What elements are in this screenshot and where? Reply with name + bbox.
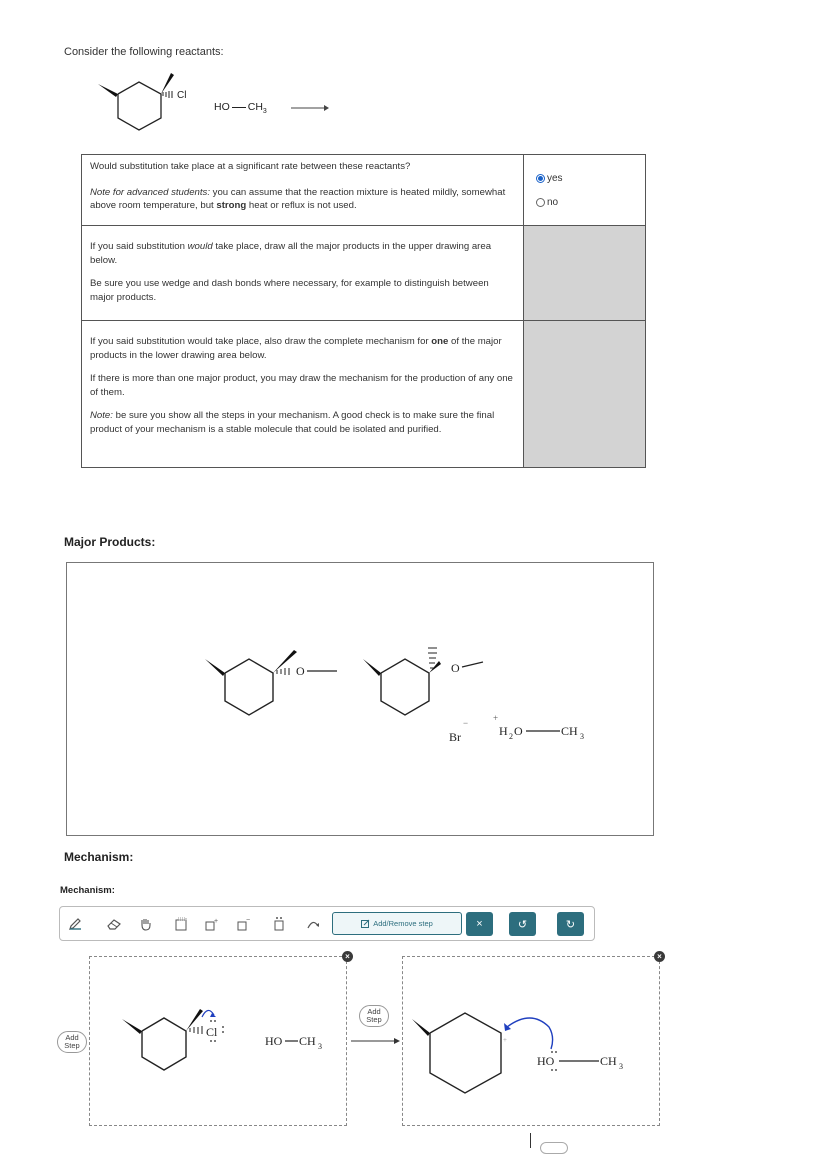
- step2-ch-sub: 3: [619, 1062, 623, 1071]
- lone-pair-icon: [271, 916, 287, 932]
- mechanism-toolbar: [59, 906, 595, 941]
- lone-pair-tool[interactable]: [268, 913, 290, 935]
- step1-drawing: [90, 957, 348, 1127]
- close-step-2-button[interactable]: [654, 951, 665, 962]
- step2-drawing: [403, 957, 661, 1127]
- add-charge-positive-tool[interactable]: [200, 913, 222, 935]
- mechanism-subheading: Mechanism:: [60, 885, 115, 896]
- step1-ho: HO: [265, 1034, 283, 1048]
- step2-charge: +: [503, 1036, 507, 1044]
- edit-icon: [361, 919, 370, 928]
- option-yes-label: yes: [547, 173, 563, 184]
- redo-button[interactable]: [557, 912, 584, 936]
- note-rest-a: you can assume that the reaction mixture is heated mildly, somewhat above room temperature, but: [90, 186, 506, 212]
- undo-icon: ↺: [517, 918, 528, 931]
- step2-ho: HO: [537, 1054, 555, 1068]
- step1-ring: [142, 1018, 186, 1070]
- mechanism-step-1[interactable]: [89, 956, 347, 1126]
- gray-cell: [524, 226, 645, 320]
- note-italic: Note for advanced students:: [90, 186, 210, 198]
- add-step-label: Add Step: [64, 1032, 80, 1050]
- close-step-1-button[interactable]: [342, 951, 353, 962]
- svg-text:−: −: [246, 917, 251, 924]
- cursor-line: [530, 1133, 531, 1148]
- question-1-line: Would substitution take place at a significant rate between these reactants?: [90, 161, 411, 172]
- question-row-2: [82, 226, 645, 321]
- add-remove-step-label: Add/Remove step: [373, 919, 433, 928]
- oxonium-h: H: [499, 724, 508, 738]
- product1-oxygen: O: [296, 664, 305, 678]
- step1-hash: [190, 1026, 202, 1034]
- methanol-ch: CH: [247, 101, 263, 113]
- radio-yes[interactable]: [536, 174, 545, 183]
- oxonium-ch: CH: [561, 724, 578, 738]
- products-drawing: [67, 563, 655, 837]
- eraser-icon: [106, 916, 122, 932]
- question-1-text: [82, 155, 524, 225]
- step1-chlorine: Cl: [206, 1025, 218, 1039]
- close-icon: ×: [345, 952, 350, 961]
- reactant-chloride: [95, 70, 205, 135]
- question-row-3: [82, 321, 645, 467]
- question-2-p2: Be sure you use wedge and dash bonds where necessary, for example to distinguish between major products.: [90, 278, 489, 303]
- methanol: [214, 101, 267, 115]
- reaction-arrow: [290, 103, 330, 113]
- major-products-heading: Major Products:: [64, 535, 156, 549]
- step2-ch: CH: [600, 1054, 617, 1068]
- bromide: Br: [449, 730, 461, 744]
- oxonium-o: O: [514, 724, 523, 738]
- intro-text: Consider the following reactants:: [64, 46, 224, 58]
- product1-ring: [225, 659, 273, 715]
- svg-text:+: +: [214, 918, 219, 925]
- add-step-button-left[interactable]: [57, 1031, 87, 1053]
- close-icon: ×: [657, 952, 662, 961]
- methyl-wedge: [98, 84, 118, 97]
- clear-icon: ×: [476, 918, 483, 930]
- question-3-text: [82, 321, 524, 467]
- template-icon: [173, 916, 189, 932]
- question-3-p1: If you said substitution would take place, also draw the complete mechanism for one of the major products in the lower drawing area below.: [90, 336, 502, 361]
- question-3-p2: If there is more than one major product, you may draw the mechanism for the production of any one of them.: [90, 373, 513, 398]
- cl-label: Cl: [177, 90, 187, 101]
- step1-ch: CH: [299, 1034, 316, 1048]
- positive-charge-icon: [203, 916, 219, 932]
- add-charge-negative-tool[interactable]: [232, 913, 254, 935]
- question-2-p1: If you said substitution would take place, draw all the major products in the upper drawing area below.: [90, 241, 492, 266]
- hand-icon: [138, 916, 154, 932]
- partial-pill: [540, 1142, 568, 1154]
- step2-ring: [430, 1013, 501, 1093]
- mechanism-step-2[interactable]: [402, 956, 660, 1126]
- bromide-charge: −: [463, 718, 469, 728]
- add-remove-step-button[interactable]: [332, 912, 462, 935]
- step-arrow: [350, 1036, 402, 1046]
- hand-tool[interactable]: [135, 913, 157, 935]
- step2-curved-arrow: [507, 1018, 553, 1049]
- product2-methyl-wedge: [363, 659, 381, 676]
- eraser-tool[interactable]: [103, 913, 125, 935]
- product2-ring: [381, 659, 429, 715]
- redo-icon: ↻: [565, 918, 576, 931]
- oxonium-h-sub: 2: [509, 732, 513, 741]
- cyclohexane-ring: [118, 82, 161, 130]
- answer-options: [524, 155, 645, 225]
- note-rest-b: heat or reflux is not used.: [246, 200, 357, 212]
- curved-arrow-tool[interactable]: [302, 913, 324, 935]
- methanol-sub: 3: [262, 108, 267, 116]
- oxonium-charge: +: [493, 713, 499, 723]
- step1-methyl-wedge: [122, 1019, 142, 1034]
- mechanism-heading: Mechanism:: [64, 850, 134, 864]
- add-step-label: Add Step: [366, 1006, 382, 1024]
- add-step-button-middle[interactable]: [359, 1005, 389, 1027]
- question-row-1: [82, 155, 645, 226]
- step1-ch-sub: 3: [318, 1042, 322, 1051]
- option-yes[interactable]: [536, 173, 563, 184]
- clear-button[interactable]: [466, 912, 493, 936]
- question-2-text: [82, 226, 524, 320]
- note-bold: strong: [216, 200, 247, 212]
- pencil-icon: [67, 916, 83, 932]
- ring-wedge: [161, 73, 174, 94]
- gray-cell: [524, 321, 645, 467]
- oxonium-ch-sub: 3: [580, 732, 584, 741]
- negative-charge-icon: [235, 916, 251, 932]
- curved-arrow-icon: [305, 916, 321, 932]
- question-3-p3: Note: be sure you show all the steps in your mechanism. A good check is to make sure the final product of your mechanism is a stable molecule that could be isolated and purified.: [90, 410, 495, 435]
- option-no[interactable]: [536, 197, 558, 208]
- template-tool[interactable]: [170, 913, 192, 935]
- radio-no[interactable]: [536, 198, 545, 207]
- products-drawing-area[interactable]: [66, 562, 654, 836]
- hash-bond: [163, 91, 172, 98]
- product1-methyl-wedge: [205, 659, 225, 676]
- undo-button[interactable]: [509, 912, 536, 936]
- product2-oxygen: O: [451, 661, 460, 675]
- product1-hash: [277, 668, 289, 675]
- option-no-label: no: [547, 197, 559, 208]
- question-table: [81, 154, 646, 468]
- step2-methyl-wedge: [412, 1019, 430, 1036]
- product2-hash: [428, 648, 437, 668]
- question-1-note: [90, 186, 515, 213]
- pencil-tool[interactable]: [64, 913, 86, 935]
- methanol-ho: HO: [214, 101, 230, 113]
